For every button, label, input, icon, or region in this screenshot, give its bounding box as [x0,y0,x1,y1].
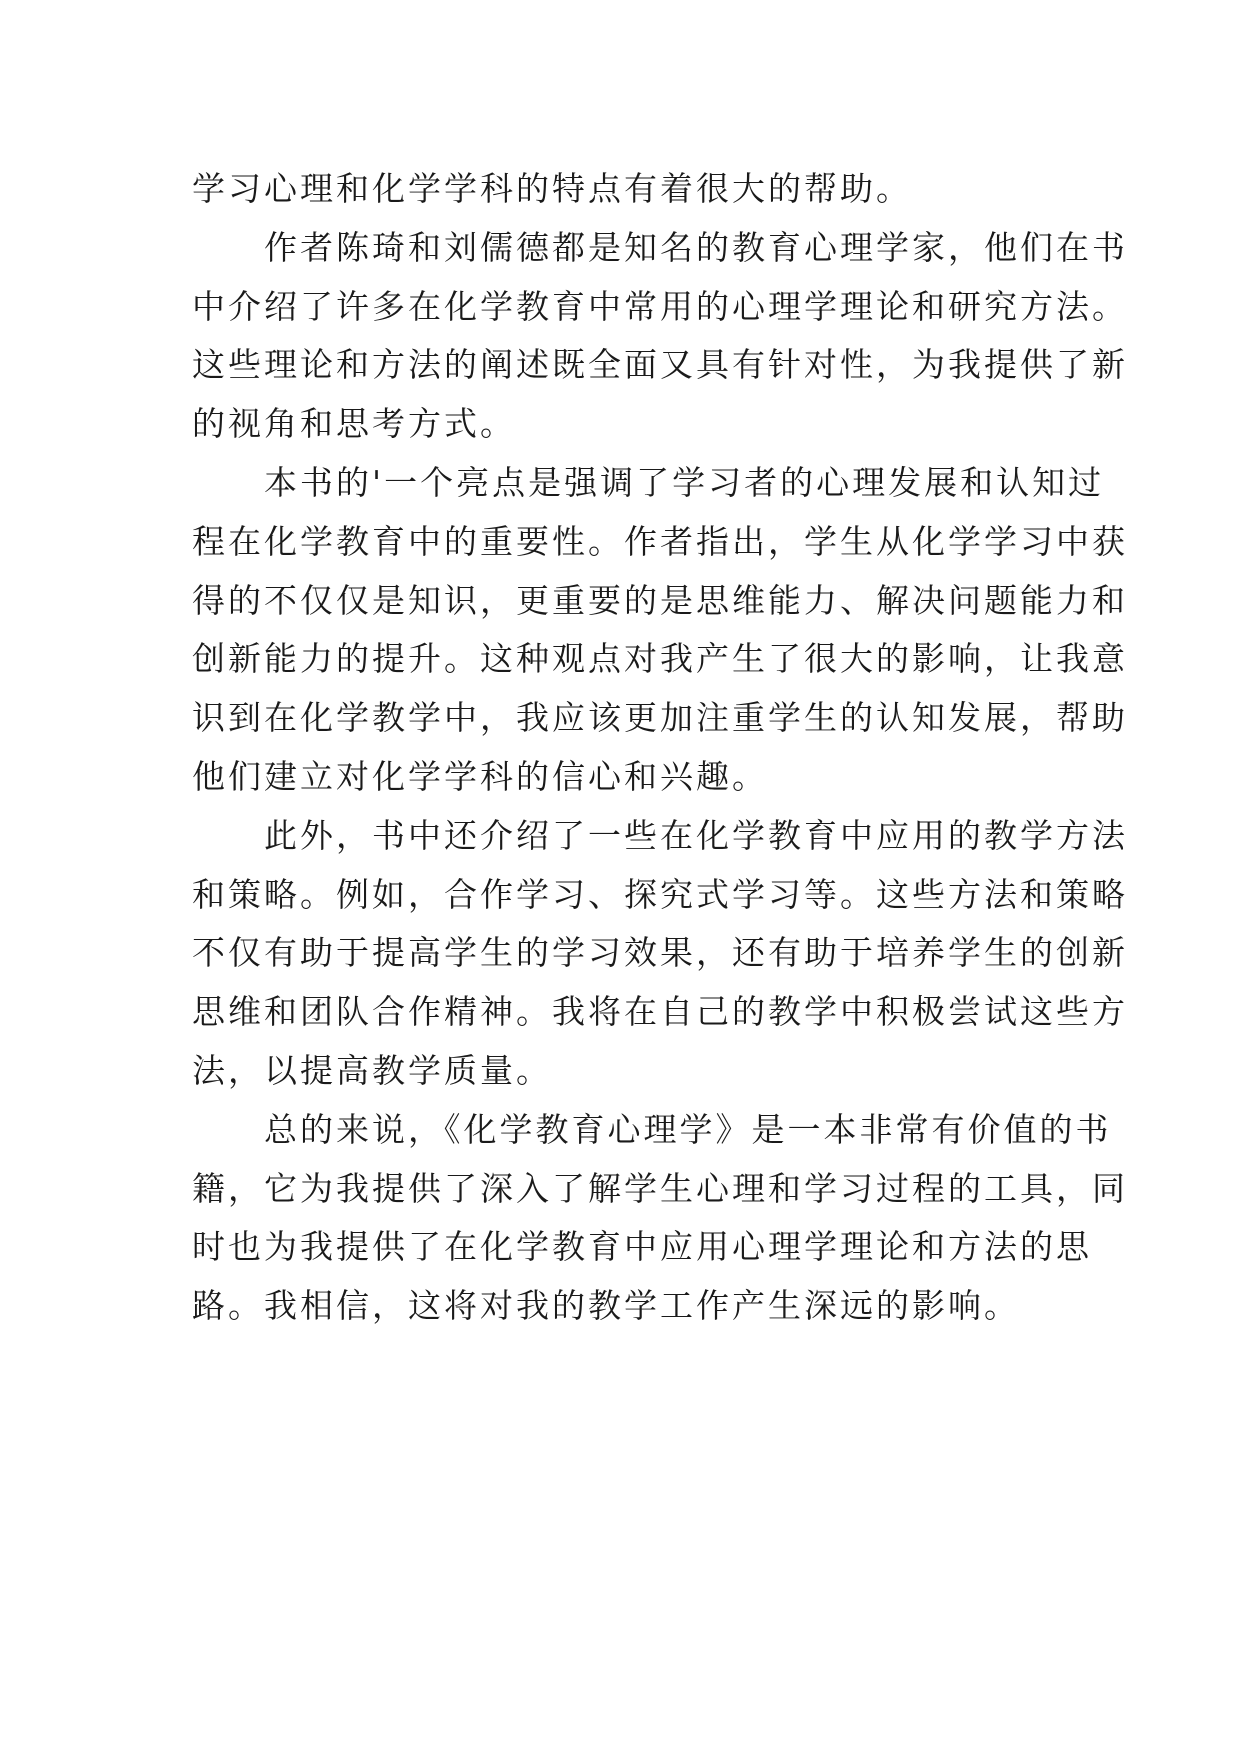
text-line: 不仅有助于提高学生的学习效果，还有助于培养学生的创新 [192,933,1128,973]
text-line: 时也为我提供了在化学教育中应用心理学理论和方法的思 [192,1227,1092,1267]
text-line: 此外，书中还介绍了一些在化学教育中应用的教学方法 [192,815,1128,855]
text-line: 程在化学教育中的重要性。作者指出，学生从化学学习中获 [192,521,1128,561]
text-line: 思维和团队合作精神。我将在自己的教学中积极尝试这些方 [192,992,1128,1032]
text-line: 创新能力的提升。这种观点对我产生了很大的影响，让我意 [192,639,1128,679]
text-line: 识到在化学教学中，我应该更加注重学生的认知发展，帮助 [192,698,1128,738]
text-line: 这些理论和方法的阐述既全面又具有针对性，为我提供了新 [192,345,1128,385]
text-line: 和策略。例如，合作学习、探究式学习等。这些方法和策略 [192,874,1128,914]
text-line: 中介绍了许多在化学教育中常用的心理学理论和研究方法。 [192,286,1128,326]
text-line: 学习心理和化学学科的特点有着很大的帮助。 [192,169,912,208]
text-line: 总的来说，《化学教育心理学》是一本非常有价值的书 [192,1109,1112,1149]
text-line: 得的不仅仅是知识，更重要的是思维能力、解决问题能力和 [192,580,1128,620]
text-line: 路。我相信，这将对我的教学工作产生深远的影响。 [192,1286,1020,1326]
text-line: 他们建立对化学学科的信心和兴趣。 [192,756,768,796]
text-line: 籍，它为我提供了深入了解学生心理和学习过程的工具，同 [192,1168,1128,1208]
text-line: 的视角和思考方式。 [192,404,516,444]
text-line: 作者陈琦和刘儒德都是知名的教育心理学家，他们在书 [192,227,1128,267]
text-line: 本书的'一个亮点是强调了学习者的心理发展和认知过 [192,462,1105,502]
text-line: 法，以提高教学质量。 [192,1050,552,1090]
body-text [192,160,1128,1336]
